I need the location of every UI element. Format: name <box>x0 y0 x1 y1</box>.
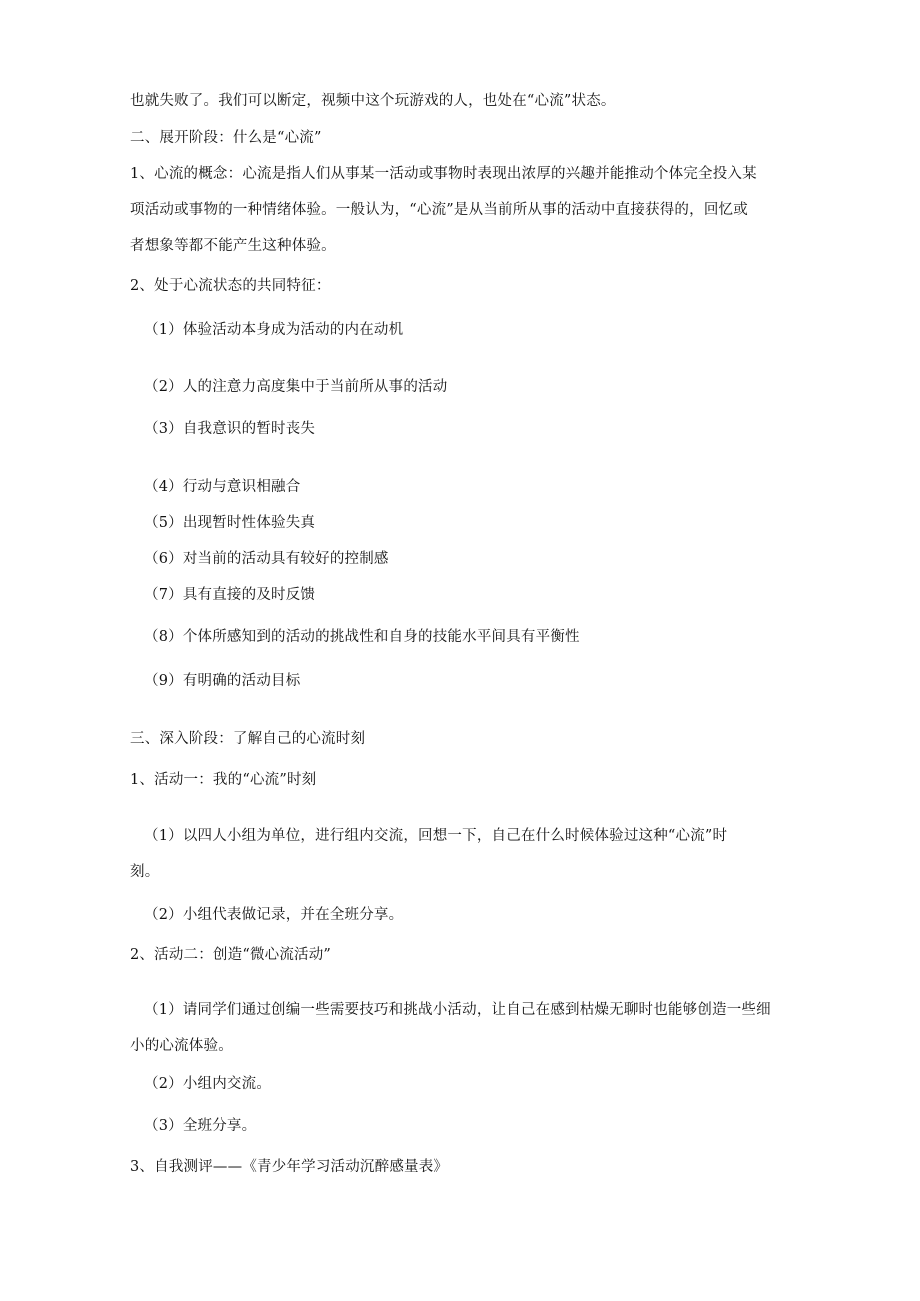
paragraph-line: 者想象等都不能产生这种体验。 <box>130 238 336 254</box>
list-item: （7）具有直接的及时反馈 <box>144 587 316 603</box>
list-item: （1）以四人小组为单位，进行组内交流，回想一下，自己在什么时候体验过这种“心流”时 <box>144 828 728 844</box>
list-item: （2）小组代表做记录，并在全班分享。 <box>144 907 404 923</box>
paragraph-line: 小的心流体验。 <box>130 1038 233 1054</box>
list-item: （1）请同学们通过创编一些需要技巧和挑战小活动，让自己在感到枯燥无聊时也能够创造一些细 <box>144 1002 771 1018</box>
paragraph-line: 项活动或事物的一种情绪体验。一般认为，“心流”是从当前所从事的活动中直接获得的，回忆或 <box>130 202 748 218</box>
paragraph-line: 也就失败了。我们可以断定，视频中这个玩游戏的人，也处在“心流”状态。 <box>130 93 616 109</box>
list-item: （3）自我意识的暂时丧失 <box>144 421 316 437</box>
subheading: 2、处于心流状态的共同特征： <box>130 278 331 294</box>
list-item: （8）个体所感知到的活动的挑战性和自身的技能水平间具有平衡性 <box>144 629 580 645</box>
paragraph-line: 1、心流的概念：心流是指人们从事某一活动或事物时表现出浓厚的兴趣并能推动个体完全投入某 <box>130 166 757 182</box>
subheading: 2、活动二：创造“微心流活动” <box>130 947 332 963</box>
paragraph-line: 刻。 <box>130 864 160 880</box>
section-heading: 二、展开阶段：什么是“心流” <box>130 130 322 146</box>
list-item: （9）有明确的活动目标 <box>144 673 301 689</box>
subheading: 3、自我测评——《青少年学习活动沉醉感量表》 <box>130 1159 449 1175</box>
list-item: （6）对当前的活动具有较好的控制感 <box>144 551 389 567</box>
section-heading: 三、深入阶段：了解自己的心流时刻 <box>130 731 366 747</box>
list-item: （4）行动与意识相融合 <box>144 479 301 495</box>
list-item: （2）人的注意力高度集中于当前所从事的活动 <box>144 379 448 395</box>
list-item: （3）全班分享。 <box>144 1118 257 1134</box>
list-item: （5）出现暂时性体验失真 <box>144 515 316 531</box>
list-item: （2）小组内交流。 <box>144 1076 272 1092</box>
list-item: （1）体验活动本身成为活动的内在动机 <box>144 322 404 338</box>
subheading: 1、活动一：我的“心流”时刻 <box>130 772 317 788</box>
